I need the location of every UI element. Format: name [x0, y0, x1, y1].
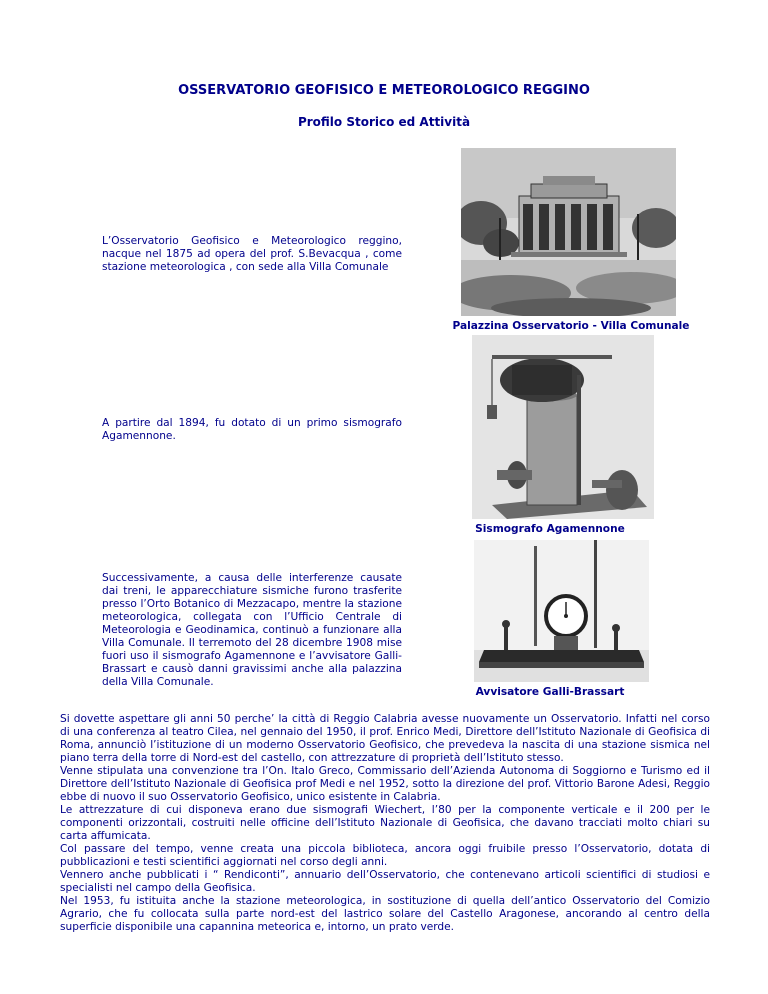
photo-caption-galli-brassart: Avvisatore Galli-Brassart	[475, 686, 625, 698]
body-paragraph: Vennero anche pubblicati i “ Rendiconti”, annuario dell’Osservatorio, che contenevano articoli scientifici di studiosi e specialisti nel campo della Geofisica.	[60, 869, 710, 894]
galli-brassart-photo	[474, 540, 649, 682]
body-paragraph: Si dovette aspettare gli anni 50 perche’ la città di Reggio Calabria avesse nuovamente un Osservatorio. Infatti nel corso di una conferenza al teatro Cilea, nel gennaio del 1950, il prof. Enrico Medi, Direttore dell’Istituto Nazionale di Geofisica di Roma, annunciò l’istituzione di un moderno Osservatorio Geofisico, che prevedeva la nascita di una stazione sismica nel piano terra della torre di Nord-est del castello, con attrezzature di proprietà dell’Istituto stesso.	[60, 713, 710, 764]
photo-caption-observatory: Palazzina Osservatorio - Villa Comunale	[452, 320, 690, 332]
body-paragraph: Nel 1953, fu istituita anche la stazione meteorologica, in sostituzione di quella dell’antico Osservatorio del Comizio Agrario, che fu collocata sulla parte nord-est del lastrico solare del Castello Aragonese, ancorando al centro della superficie disponibile una capannina meteorica e, intorno, un prato verde.	[60, 895, 710, 933]
body-paragraph: Le attrezzature di cui disponeva erano due sismografi Wiechert, l’80 per la componente verticale e il 200 per le componenti orizzontali, costruiti nelle officine dell’Istituto Nazionale di Geofisica, che davano tracciati molto chiari su carta affumicata.	[60, 804, 710, 842]
section-3-text: Successivamente, a causa delle interferenze causate dai treni, le apparecchiature sismiche furono trasferite presso l’Orto Botanico di Mezzacapo, mentre la stazione meteorologica, collegata con l’Ufficio Centrale di Meteorologia e Geodinamica, continuò a funzionare alla Villa Comunale. Il terremoto del 28 dicembre 1908 mise fuori uso il sismografo Agamennone e l’avvisatore Galli-Brassart e causò danni gravissimi anche alla palazzina della Villa Comunale.	[102, 572, 402, 688]
history-body	[60, 713, 710, 934]
body-paragraph: Col passare del tempo, venne creata una piccola biblioteca, ancora oggi fruibile presso l’Osservatorio, dotata di pubblicazioni e testi scientifici aggiornati nel corso degli anni.	[60, 843, 710, 868]
photo-caption-seismograph: Sismografo Agamennone	[475, 523, 625, 535]
page-title: OSSERVATORIO GEOFISICO E METEOROLOGICO REGGINO	[178, 83, 590, 98]
seismograph-photo	[472, 335, 654, 519]
section-2-text: A partire dal 1894, fu dotato di un primo sismografo Agamennone.	[102, 417, 402, 442]
body-paragraph: Venne stipulata una convenzione tra l’On. Italo Greco, Commissario dell’Azienda Autonoma di Soggiorno e Turismo ed il Direttore dell’Istituto Nazionale di Geofisica prof Medi e nel 1952, sotto la direzione del prof. Vittorio Barone Adesi, Reggio ebbe di nuovo il suo Osservatorio Geofisico, unico esistente in Calabria.	[60, 765, 710, 803]
page-subtitle: Profilo Storico ed Attività	[297, 115, 471, 129]
observatory-building-photo	[461, 148, 676, 316]
section-1-text: L’Osservatorio Geofisico e Meteorologico reggino, nacque nel 1875 ad opera del prof. S.Bevacqua , come stazione meteorologica , con sede alla Villa Comunale	[102, 235, 402, 273]
